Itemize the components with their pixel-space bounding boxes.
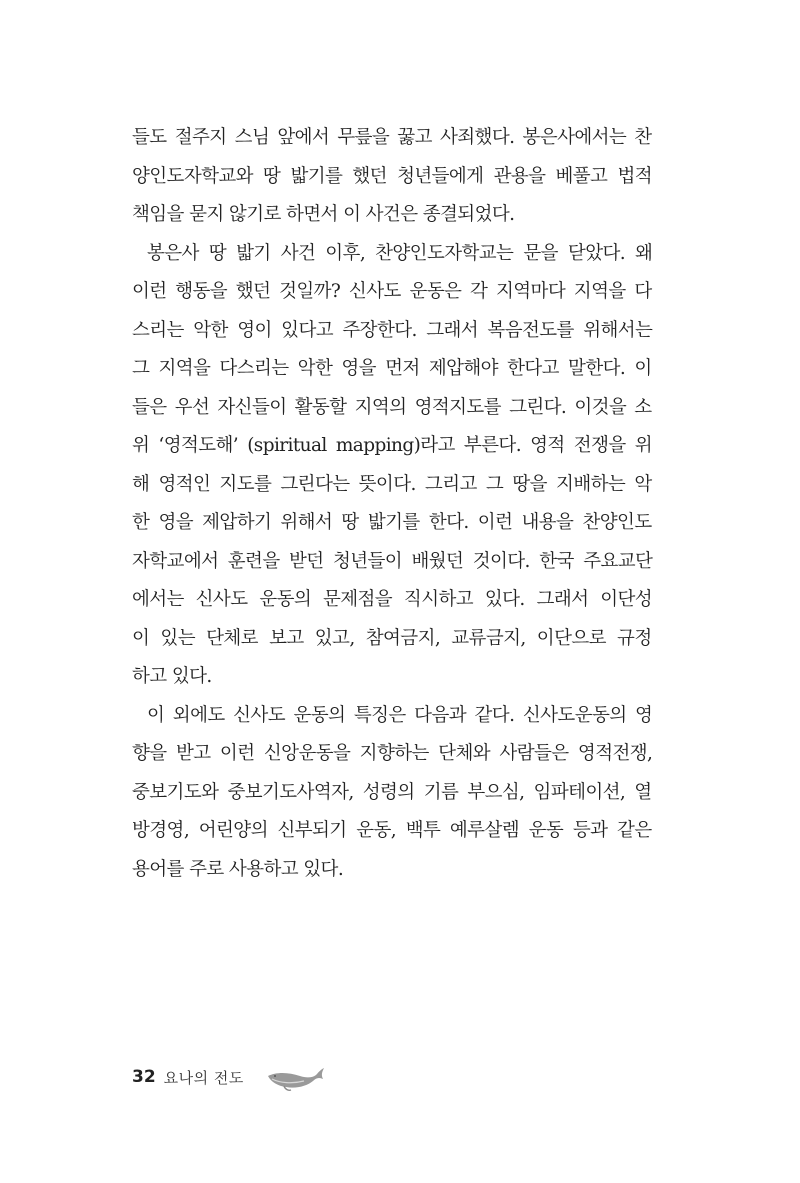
text-line: 자학교에서 훈련을 받던 청년들이 배웠던 것이다. 한국 주요교단: [132, 550, 653, 572]
text-line: 방경영, 어린양의 신부되기 운동, 백투 예루살렘 운동 등과 같은: [132, 820, 652, 841]
whale-icon: [266, 1062, 326, 1092]
text-line: 중보기도와 중보기도사역자, 성령의 기름 부으심, 임파테이션, 열: [132, 781, 652, 803]
page-footer: [132, 1062, 326, 1092]
text-line: 이 외에도 신사도 운동의 특징은 다음과 같다. 신사도운동의 영: [147, 704, 653, 726]
text-line: 한 영을 제압하기 위해서 땅 밟기를 한다. 이런 내용을 찬양인도: [132, 512, 652, 533]
text-line: 양인도자학교와 땅 밟기를 했던 청년들에게 관용을 베풀고 법적: [132, 165, 653, 187]
running-title: 요나의 전도: [163, 1068, 244, 1087]
text-line: 용어를 주로 사용하고 있다.: [132, 858, 344, 880]
text-line: 위 ‘영적도해’ (spiritual mapping)라고 부른다. 영적 전쟁을 위: [132, 435, 653, 456]
text-line: 그 지역을 다스리는 악한 영을 먼저 제압해야 한다고 말한다. 이: [132, 358, 652, 379]
text-line: 스리는 악한 영이 있다고 주장한다. 그래서 복음전도를 위해서는: [132, 319, 653, 341]
page-number: 32: [132, 1067, 156, 1087]
text-line: 들도 절주지 스님 앞에서 무릎을 꿇고 사죄했다. 봉은사에서는 찬: [132, 127, 652, 148]
body-text: [132, 119, 652, 889]
text-line: 하고 있다.: [132, 666, 212, 687]
text-line: 들은 우선 자신들이 활동할 지역의 영적지도를 그린다. 이것을 소: [132, 396, 652, 418]
text-line: 향을 받고 이런 신앙운동을 지향하는 단체와 사람들은 영적전쟁,: [132, 743, 653, 764]
text-line: 에서는 신사도 운동의 문제점을 직시하고 있다. 그래서 이단성: [132, 589, 653, 610]
text-line: 책임을 묻지 않기로 하면서 이 사건은 종결되었다.: [132, 204, 515, 225]
text-line: 봉은사 땅 밟기 사건 이후, 찬양인도자학교는 문을 닫았다. 왜: [147, 242, 653, 264]
text-line: 해 영적인 지도를 그린다는 뜻이다. 그리고 그 땅을 지배하는 악: [132, 473, 652, 495]
text-line: 이 있는 단체로 보고 있고, 참여금지, 교류금지, 이단으로 규정: [132, 627, 652, 649]
text-line: 이런 행동을 했던 것일까? 신사도 운동은 각 지역마다 지역을 다: [132, 281, 652, 302]
